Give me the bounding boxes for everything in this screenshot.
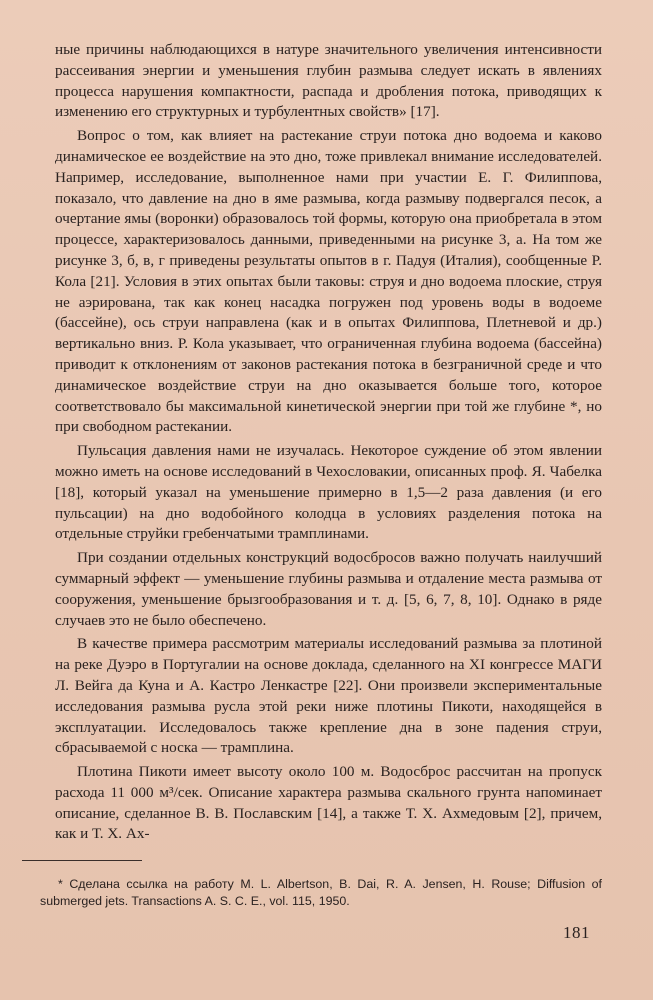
paragraph-continued: ные причины наблюдающихся в натуре значительного увеличения интенсивности рассеивания энергии и уменьшения глубин размыва следует искать в явлениях процесса нарушения компактности, распада и дробления потока, приводящих к изменению его структурных и турбулентных свойств» [17]. <box>55 41 602 121</box>
main-text <box>55 40 602 845</box>
footnote-text: * Сделана ссылка на работу M. L. Albertson, B. Dai, R. A. Jensen, H. Rouse; Diffusion of submerged jets. Transactions A. S. C. E., vol. 115, 1950. <box>40 877 602 908</box>
footnote <box>40 876 602 910</box>
paragraph-pulsation: Пульсация давления нами не изучалась. Некоторое суждение об этом явлении можно иметь на основе исследований в Чехословакии, описанных проф. Я. Чабелка [18], который указал на уменьшение примерно в 1,5—2 раза давления (и его пульсации) на дно водобойного колодца в условиях разделения потока на отдельные струйки гребенчатыми трамплинами. <box>55 442 602 543</box>
footnote-divider <box>22 860 142 861</box>
paragraph-spillways: При создании отдельных конструкций водосбросов важно получать наилучший суммарный эффект — уменьшение глубины размыва и отдаление места размыва от сооружения, уменьшение брызгообразования и т. д. [5, 6, 7, 8, 10]. Однако в ряде случаев это не было обеспечено. <box>55 549 602 629</box>
paragraph-douro-example: В качестве примера рассмотрим материалы исследований размыва за плотиной на реке Дуэро в Португалии на основе доклада, сделанного на XI конгрессе МАГИ Л. Вейга да Куна и А. Кастро Ленкастре [22]. Они произвели экспериментальные исследования размыва русла этой реки ниже плотины Пикоти, находящейся в эксплуатации. Исследовалось также крепление дна в зоне падения струи, сбрасываемой с носка — трамплина. <box>55 635 602 757</box>
paragraph-picote-dam: Плотина Пикоти имеет высоту около 100 м. Водосброс рассчитан на пропуск расхода 11 000 м³/сек. Описание характера размыва скального грунта напоминает описание, сделанное В. В. Пославским [14], а также Т. Х. Ахмедовым [2], причем, как и Т. Х. Ах- <box>55 763 602 843</box>
page-number: 181 <box>563 923 590 942</box>
paragraph-bottom-impact: Вопрос о том, как влияет на растекание струи потока дно водоема и каково динамическое ее воздействие на это дно, тоже привлекал внимание исследователей. Например, исследование, выполненное нами при участии Е. Г. Филиппова, показало, что давление на дно в яме размыва, когда размыву подвергался песок, а очертание ямы (воронки) образовалось той формы, которую она приобретала в этом процессе, характеризовалось данными, приведенными на рисунке 3, а. На том же рисунке 3, б, в, г приведены результаты опытов в г. Падуя (Италия), сообщенные Р. Кола [21]. Условия в этих опытах были таковы: струя и дно водоема плоские, струя не аэрирована, так как конец насадка погружен под уровень воды в водоеме (бассейне), ось струи направлена (как и в опытах Филиппова, Плетневой и др.) вертикально вниз. Р. Кола указывает, что ограниченная глубина водоема (бассейна) приводит к отклонениям от законов растекания потока в безграничной среде и что динамическое воздействие струи на дно оказывается больше того, которое соответствовало бы максимальной кинетической энергии при той же глубине *, но при свободном растекании. <box>55 127 602 436</box>
